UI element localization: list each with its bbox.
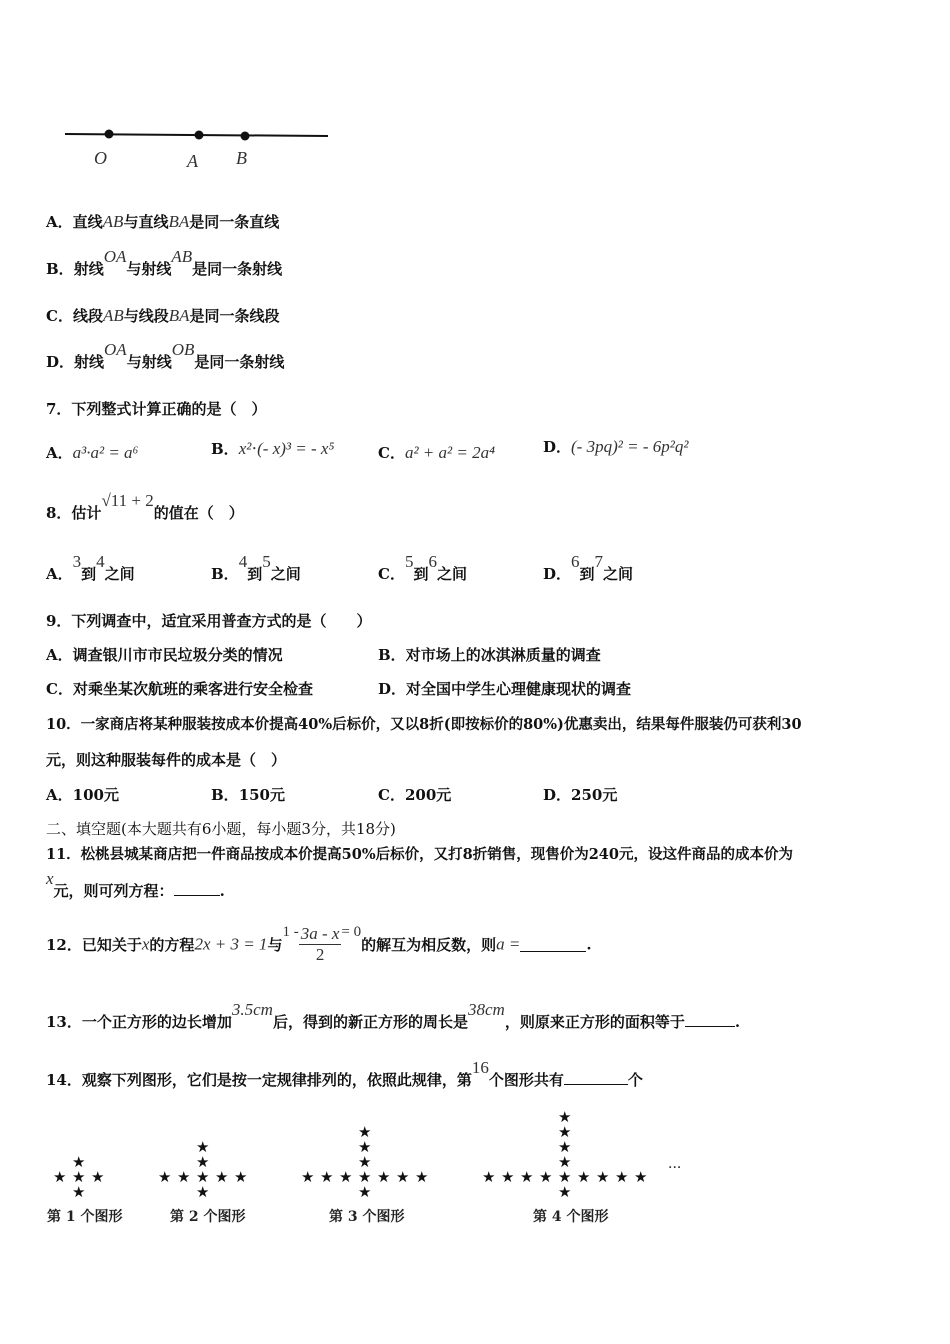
star-figure-1: ★ bbox=[91, 1168, 105, 1186]
point-b bbox=[241, 132, 250, 141]
star-figure-1: ★ bbox=[53, 1168, 67, 1186]
q13-answer-blank[interactable] bbox=[685, 1012, 735, 1027]
q12-fraction: $\frac{3a - x}{2}$ bbox=[300, 924, 340, 964]
star-figure-3: ★ bbox=[339, 1168, 353, 1186]
q11-stem-line1: 11．松桃县城某商店把一件商品按成本价提高50%后标价，又打8折销售，现售价为240元，设这件商品的成本价为 bbox=[46, 846, 793, 863]
star-figure-4: ★ bbox=[558, 1108, 572, 1126]
caption-figure-1: 第 1 个图形 bbox=[47, 1209, 123, 1225]
q10-stem-line1: 10．一家商店将某种服装按成本价提高40%后标价，又以8折(即按标价的80%)优惠卖出，结果每件服装仍可获利30 bbox=[46, 716, 802, 733]
star-figure-4: ★ bbox=[558, 1183, 572, 1201]
point-o bbox=[105, 130, 114, 139]
star-figure-2: ★ bbox=[196, 1138, 210, 1156]
star-figure-4: ★ bbox=[558, 1138, 572, 1156]
star-figure-3: ★ bbox=[301, 1168, 315, 1186]
label-b: B bbox=[236, 148, 247, 168]
label-o: O bbox=[94, 148, 107, 168]
star-figure-2: ★ bbox=[196, 1153, 210, 1171]
q8-option-a[interactable]: A．3到4之间 bbox=[46, 552, 135, 583]
star-figure-4: ★ bbox=[615, 1168, 629, 1186]
star-figure-4: ★ bbox=[520, 1168, 534, 1186]
star-figure-2: ★ bbox=[234, 1168, 248, 1186]
q11-stem-line2: x元，则可列方程： . bbox=[46, 869, 225, 900]
label-a: A bbox=[187, 151, 198, 171]
q6-option-d[interactable]: D．射线OA与射线OB是同一条射线 bbox=[46, 340, 285, 371]
caption-figure-4: 第 4 个图形 bbox=[533, 1209, 609, 1225]
star-figure-4: ★ bbox=[558, 1123, 572, 1141]
star-figure-3: ★ bbox=[358, 1168, 372, 1186]
star-figure-1: ★ bbox=[72, 1153, 86, 1171]
q9-option-b[interactable]: B．对市场上的冰淇淋质量的调查 bbox=[378, 646, 601, 664]
star-figure-2: ★ bbox=[177, 1168, 191, 1186]
q14-answer-blank[interactable] bbox=[564, 1070, 628, 1085]
line-figure bbox=[60, 120, 340, 180]
q7-stem: 7．下列整式计算正确的是（ ） bbox=[46, 400, 267, 418]
q11-answer-blank[interactable] bbox=[174, 881, 220, 896]
caption-figure-3: 第 3 个图形 bbox=[329, 1209, 405, 1225]
q13-stem: 13．一个正方形的边长增加3.5cm后，得到的新正方形的周长是38cm，则原来正方形的面积等于 . bbox=[46, 1000, 741, 1031]
q6-option-b[interactable]: B．射线OA与射线AB是同一条射线 bbox=[46, 247, 283, 278]
q8-stem: 8．估计√11 + 2的值在（ ） bbox=[46, 491, 244, 522]
star-figure-4: ★ bbox=[634, 1168, 648, 1186]
star-figure-1: ★ bbox=[72, 1183, 86, 1201]
star-figure-3: ★ bbox=[396, 1168, 410, 1186]
q10-option-a[interactable]: A．100元 bbox=[46, 786, 119, 804]
q12-answer-blank[interactable] bbox=[520, 937, 586, 952]
star-figure-4: ★ bbox=[558, 1168, 572, 1186]
q9-option-d[interactable]: D．对全国中学生心理健康现状的调查 bbox=[378, 680, 632, 698]
q7-option-b[interactable]: B．x²⋅(- x)³ = - x⁵ bbox=[211, 439, 335, 458]
section-heading: 二、填空题(本大题共有6小题，每小题3分，共18分) bbox=[46, 820, 396, 838]
star-figure-3: ★ bbox=[358, 1138, 372, 1156]
star-figure-3: ★ bbox=[320, 1168, 334, 1186]
q9-option-a[interactable]: A．调查银川市市民垃圾分类的情况 bbox=[46, 646, 283, 664]
q6-option-c[interactable]: C．线段AB与线段BA是同一条线段 bbox=[46, 306, 280, 325]
q12-stem: 12．已知关于x的方程2x + 3 = 1与1 - $\frac{3a - x}{2}$ = 0的解互为相反数，则a = . bbox=[46, 924, 592, 964]
q8-option-b[interactable]: B．4到5之间 bbox=[211, 552, 301, 583]
q10-option-b[interactable]: B．150元 bbox=[211, 786, 285, 804]
q9-stem: 9．下列调查中，适宜采用普查方式的是（ ） bbox=[46, 612, 372, 630]
star-figure-4: ★ bbox=[482, 1168, 496, 1186]
star-figure-2: ★ bbox=[215, 1168, 229, 1186]
star-figure-3: ★ bbox=[415, 1168, 429, 1186]
star-figure-4: ★ bbox=[558, 1153, 572, 1171]
star-figure-3: ★ bbox=[358, 1183, 372, 1201]
q8-option-c[interactable]: C．5到6之间 bbox=[378, 552, 467, 583]
star-figure-2: ★ bbox=[196, 1183, 210, 1201]
q10-stem-line2: 元，则这种服装每件的成本是（ ） bbox=[46, 751, 287, 769]
star-figure-2: ★ bbox=[196, 1168, 210, 1186]
star-figure-2: ★ bbox=[158, 1168, 172, 1186]
caption-figure-2: 第 2 个图形 bbox=[170, 1209, 246, 1225]
point-a bbox=[195, 131, 204, 140]
q7-option-a[interactable]: A．a³·a² = a⁶ bbox=[46, 443, 139, 462]
q10-option-d[interactable]: D．250元 bbox=[543, 786, 618, 804]
q10-option-c[interactable]: C．200元 bbox=[378, 786, 452, 804]
star-figure-1: ★ bbox=[72, 1168, 86, 1186]
star-figure-4: ★ bbox=[501, 1168, 515, 1186]
q14-stem: 14．观察下列图形，它们是按一定规律排列的，依照此规律，第16个图形共有 个 bbox=[46, 1058, 643, 1089]
star-figure-4: ★ bbox=[577, 1168, 591, 1186]
star-figure-4: ★ bbox=[596, 1168, 610, 1186]
star-figure-3: ★ bbox=[377, 1168, 391, 1186]
star-figure-3: ★ bbox=[358, 1123, 372, 1141]
q9-option-c[interactable]: C．对乘坐某次航班的乘客进行安全检查 bbox=[46, 680, 313, 698]
q8-option-d[interactable]: D．6到7之间 bbox=[543, 552, 634, 583]
q7-option-c[interactable]: C．a² + a² = 2a⁴ bbox=[378, 443, 495, 462]
star-figure-3: ★ bbox=[358, 1153, 372, 1171]
star-figure-4: ★ bbox=[539, 1168, 553, 1186]
ellipsis: ··· bbox=[668, 1160, 682, 1176]
q7-option-d[interactable]: D．(- 3pq)² = - 6p²q² bbox=[543, 437, 689, 456]
q6-option-a[interactable]: A．直线AB与直线BA是同一条直线 bbox=[46, 212, 280, 231]
